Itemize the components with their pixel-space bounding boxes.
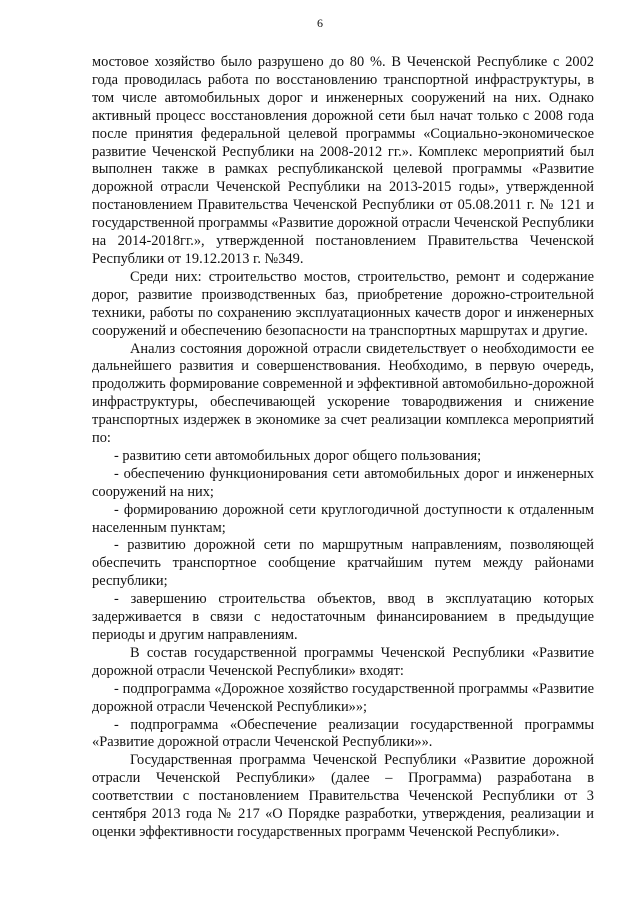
list-item-subprogram-road-economy: - подпрограмма «Дорожное хозяйство государственной программы «Развитие дорожной отрасли Чеченской Республики»»; bbox=[92, 680, 594, 715]
list-item-year-round-access: - формированию дорожной сети круглогодичной доступности к отдаленным населенным пунктам; bbox=[92, 501, 594, 536]
paragraph-measures: Среди них: строительство мостов, строительство, ремонт и содержание дорог, развитие производственных баз, приобретение дорожно-строительной техники, работы по сохранению эксплуатационных качеств дорог и инженерных сооружений и обеспечению безопасности на транспортных маршрутах и другие. bbox=[92, 268, 594, 339]
paragraph-program-composition: В состав государственной программы Чеченской Республики «Развитие дорожной отрасли Чеченской Республики» входят: bbox=[92, 644, 594, 679]
page-number: 6 bbox=[317, 16, 323, 30]
list-item-road-network-functioning: - обеспечению функционирования сети автомобильных дорог и инженерных сооружений на них; bbox=[92, 465, 594, 500]
list-item-subprogram-implementation: - подпрограмма «Обеспечение реализации государственной программы «Развитие дорожной отрасли Чеченской Республики»». bbox=[92, 716, 594, 751]
list-item-public-roads: - развитию сети автомобильных дорог общего пользования; bbox=[114, 447, 482, 464]
list-item-route-directions: - развитию дорожной сети по маршрутным направлениям, позволяющей обеспечить транспортное сообщение кратчайшим путем между районами республики; bbox=[92, 537, 594, 590]
list-item-construction-completion: - завершению строительства объектов, ввод в эксплуатацию которых задерживается в связи с недостаточным финансированием в предыдущие периоды и другим направлениям. bbox=[92, 591, 594, 643]
paragraph-continuation: мостовое хозяйство было разрушено до 80 %. В Чеченской Республике с 2002 года проводилась работа по восстановлению транспортной инфраструктуры, в том числе автомобильных дорог и инженерных сооружений на них. Однако активный процесс восстановления дорожной сети был начат только с 2008 года после принятия федеральной целевой программы «Социально-экономическое развитие Чеченской Республики на 2008-2012 гг.». Комплекс мероприятий был выполнен также в рамках республиканской целевой программы «Развитие дорожной отрасли Чеченской Республики на 2013-2015 годы», утвержденной постановлением Правительства Чеченской Республики от 05.08.2011 г. № 121 и государственной программы «Развитие дорожной отрасли Чеченской Республики на 2014-2018гг.», утвержденной постановлением Правительства Чеченской Республики от 19.12.2013 г. №349. bbox=[92, 54, 594, 267]
document-body bbox=[92, 54, 594, 842]
paragraph-program-basis: Государственная программа Чеченской Республики «Развитие дорожной отрасли Чеченской Республики» (далее – Программа) разработана в соответствии с постановлением Правительства Чеченской Республики от 3 сентября 2013 года № 217 «О Порядке разработки, утверждения, реализации и оценки эффективности государственных программ Чеченской Республики». bbox=[92, 752, 594, 840]
paragraph-analysis: Анализ состояния дорожной отрасли свидетельствует о необходимости ее дальнейшего развития и совершенствования. Необходимо, в первую очередь, продолжить формирование современной и эффективной автомобильно-дорожной инфраструктуры, обеспечивающей ускорение товародвижения и снижение транспортных издержек в экономике за счет реализации комплекса мероприятий по: bbox=[92, 340, 594, 447]
